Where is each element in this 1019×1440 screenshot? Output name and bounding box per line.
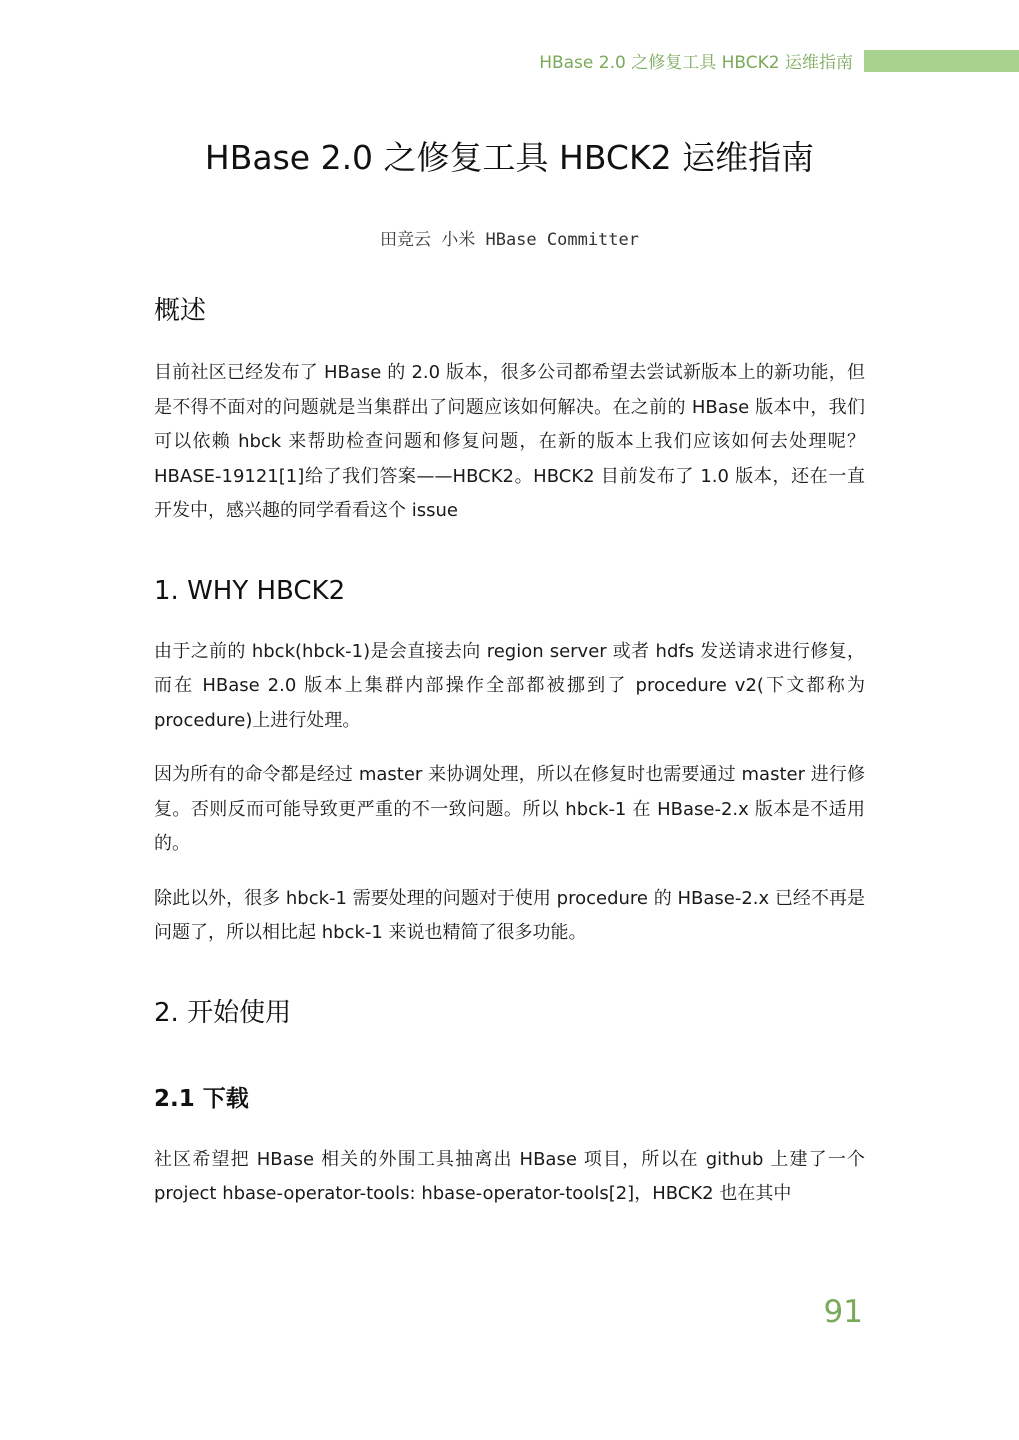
main-content (154, 292, 865, 1212)
page-number: 91 (823, 1294, 863, 1330)
paragraph-why-3: 除此以外，很多 hbck-1 需要处理的问题对于使用 procedure 的 HBase-2.x 已经不再是问题了，所以相比起 hbck-1 来说也精简了很多功能。 (154, 887, 865, 943)
section-heading-why-hbck2: 1. WHY HBCK2 (154, 575, 346, 606)
subsection-heading-download: 2.1 下载 (154, 1085, 249, 1112)
running-header-title: HBase 2.0 之修复工具 HBCK2 运维指南 (539, 53, 853, 73)
header-accent-bar (864, 50, 1019, 72)
paragraph-why-1: 由于之前的 hbck(hbck-1)是会直接去向 region server 或者 hdfs 发送请求进行修复，而在 HBase 2.0 版本上集群内部操作全部都被挪到了 procedure v2(下文都称为 procedure)上进行处理。 (154, 640, 865, 731)
paragraph-download: 社区希望把 HBase 相关的外围工具抽离出 HBase 项目，所以在 github 上建了一个 project hbase-operator-tools: hbase-operator-tools[2]，HBCK2 也在其中 (154, 1148, 865, 1204)
document-title: HBase 2.0 之修复工具 HBCK2 运维指南 (204, 138, 815, 177)
author-line: 田竞云 小米 HBase Committer (380, 230, 639, 250)
section-heading-overview: 概述 (154, 296, 207, 326)
section-heading-getting-started: 2. 开始使用 (154, 997, 292, 1028)
paragraph-overview: 目前社区已经发布了 HBase 的 2.0 版本，很多公司都希望去尝试新版本上的新功能，但是不得不面对的问题就是当集群出了问题应该如何解决。在之前的 HBase 版本中，我们可以依赖 hbck 来帮助检查问题和修复问题，在新的版本上我们应该如何去处理呢？HBASE-19121[1]给了我们答案——HBCK2。HBCK2 目前发布了 1.0 版本，还在一直开发中，感兴趣的同学看看这个 issue (154, 362, 865, 521)
paragraph-why-2: 因为所有的命令都是经过 master 来协调处理，所以在修复时也需要通过 master 进行修复。否则反而可能导致更严重的不一致问题。所以 hbck-1 在 HBase-2.x 版本是不适用的。 (154, 764, 865, 854)
